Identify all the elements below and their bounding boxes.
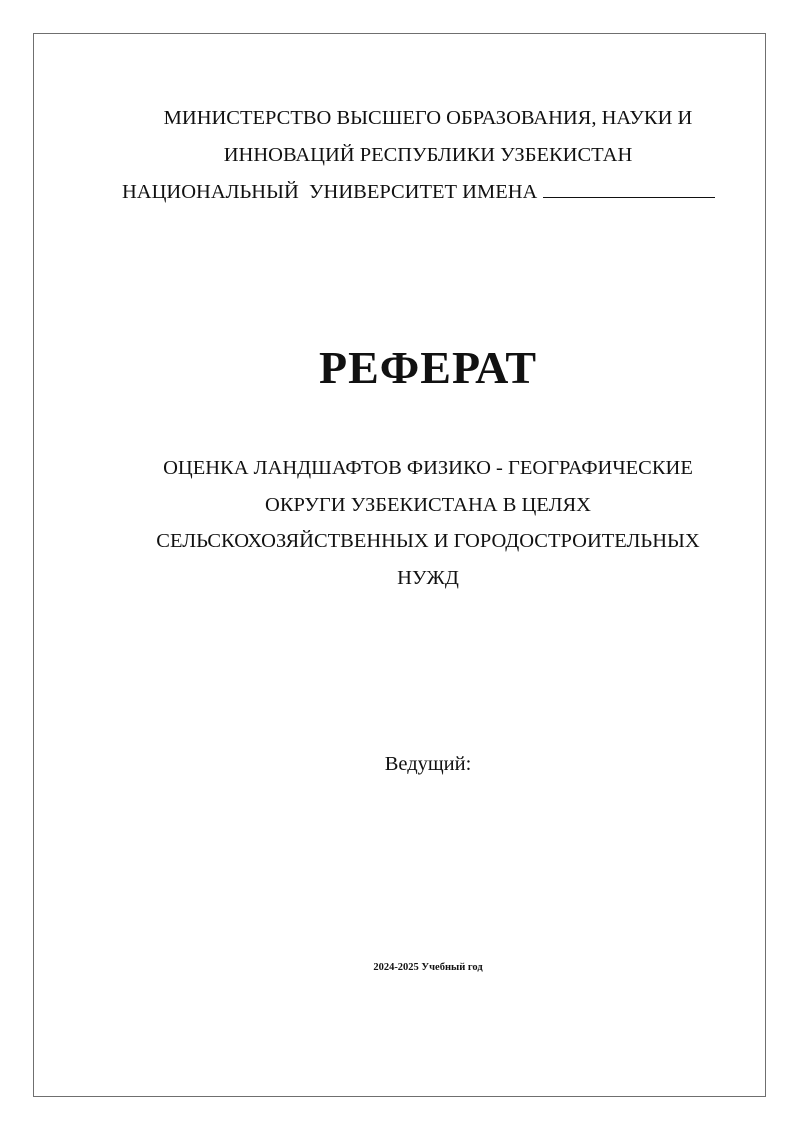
university-name: НАЦИОНАЛЬНЫЙ УНИВЕРСИТЕТ ИМЕНА [122, 181, 538, 203]
academic-year: 2024-2025 Учебный год [373, 962, 483, 973]
university-line [33, 174, 800, 211]
university-name-blank [543, 179, 715, 198]
report-topic [33, 450, 800, 596]
ministry-header [33, 100, 800, 211]
ministry-line-1: МИНИСТЕРСТВО ВЫСШЕГО ОБРАЗОВАНИЯ, НАУКИ И [163, 107, 693, 129]
topic-line-4: НУЖД [397, 566, 459, 589]
topic-line-2: ОКРУГИ УЗБЕКИСТАНА В ЦЕЛЯХ [265, 493, 591, 516]
topic-line-1: ОЦЕНКА ЛАНДШАФТОВ ФИЗИКО - ГЕОГРАФИЧЕСКИЕ [163, 457, 693, 479]
supervisor-label: Ведущий: [384, 753, 472, 775]
topic-line-3: СЕЛЬСКОХОЗЯЙСТВЕННЫХ И ГОРОДОСТРОИТЕЛЬНЫХ [156, 530, 700, 552]
document-title: РЕФЕРАТ [318, 342, 538, 393]
ministry-line-2: ИННОВАЦИЙ РЕСПУБЛИКИ УЗБЕКИСТАН [223, 144, 633, 166]
